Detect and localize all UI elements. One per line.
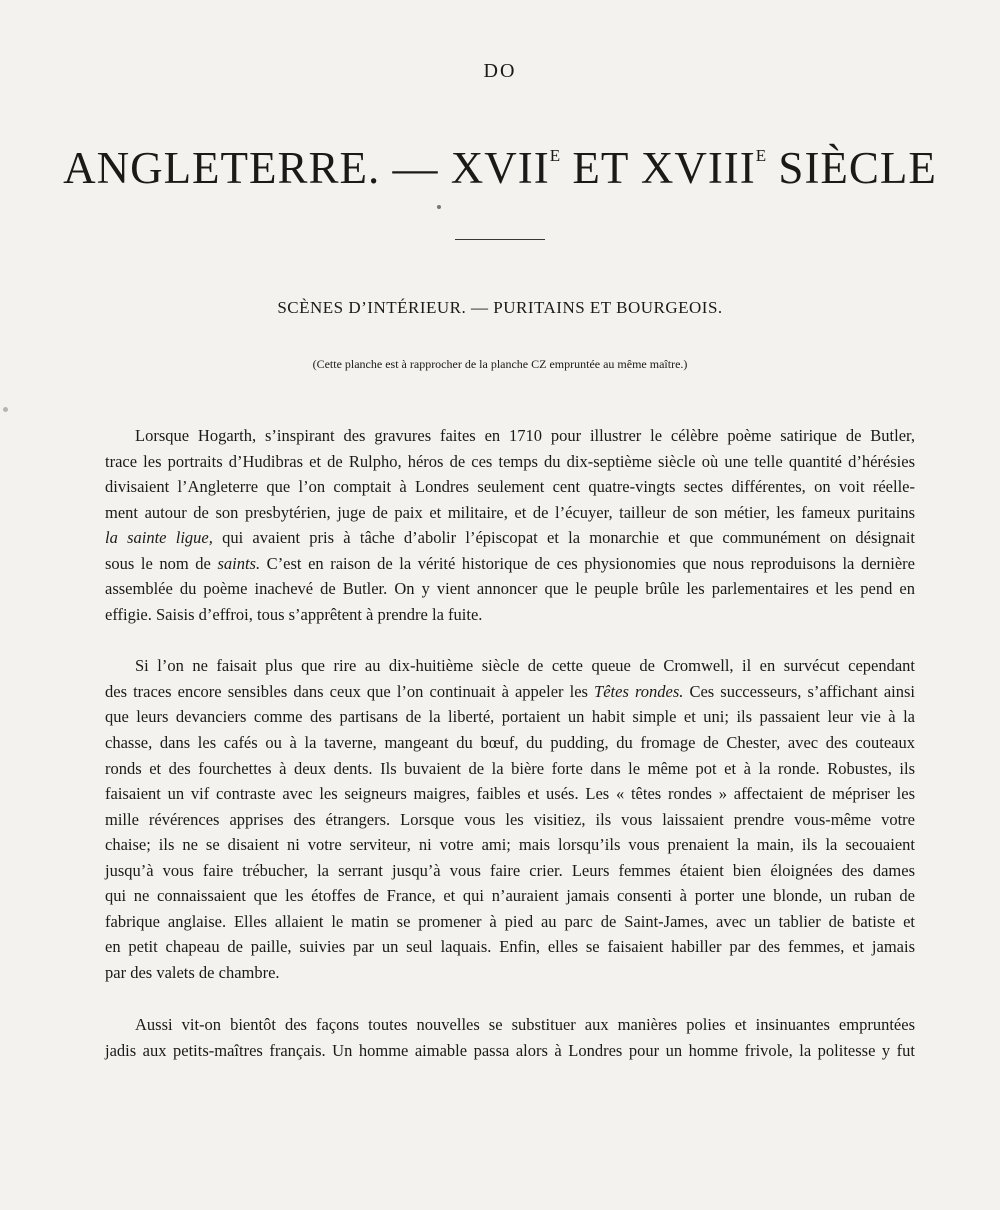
text-line: trace les portraits d’Hudibras et de Rulpho, héros de ces temps du dix-septième siècle où une telle quantité d’hérésies — [105, 451, 915, 471]
text-line: qui ne connaissaient que les étoffes de France, et qui n’auraient jamais consenti à porter une blonde, un ruban de — [105, 886, 915, 906]
italic-phrase: la sainte ligue, — [105, 528, 213, 548]
text-line — [105, 525, 915, 551]
text-line — [105, 551, 915, 577]
text-line: chaise; ils ne se disaient ni votre serviteur, ni votre ami; mais lorsqu’ils vous prenaient la main, ils la secouaient — [105, 835, 915, 855]
running-head: DO — [483, 60, 517, 82]
text-line: Si l’on ne faisait plus que rire au dix-huitième siècle de cette queue de Cromwell, il en survécut cependant — [135, 656, 915, 676]
text-line: jusqu’à vous faire trébucher, la serrant jusqu’à vous faire crier. Leurs femmes étaient bien éloignées des dames — [105, 860, 915, 880]
text-line — [105, 679, 915, 705]
text-line: chasse, dans les cafés ou à la taverne, mangeant du bœuf, du pudding, du fromage de Chester, avec des couteaux — [105, 733, 915, 753]
text-line: par des valets de chambre. — [105, 962, 280, 982]
text-line: effigie. Saisis d’effroi, tous s’apprêtent à prendre la fuite. — [105, 604, 483, 624]
paragraph-gap — [105, 985, 915, 1012]
text-run: C’est en raison de la vérité historique de ces physionomies que nous reproduisons la dernière — [260, 553, 915, 573]
title-superscript-1: E — [549, 146, 561, 165]
text-run: des traces encore sensibles dans ceux que l’on continuait à appeler les — [105, 681, 595, 701]
italic-phrase: saints. — [217, 553, 261, 573]
text-line: divisaient l’Angleterre que l’on comptait à Londres seulement cent quatre-vingts sectes différentes, on voit réelle- — [105, 477, 915, 497]
text-line: fabrique anglaise. Elles allaient le matin se promener à pied au parc de Saint-James, avec un tablier de batiste et — [105, 911, 915, 931]
section-subtitle: SCÈNES D’INTÉRIEUR. — PURITAINS ET BOURGEOIS. — [277, 298, 723, 317]
text-line: faisaient un vif contraste avec les seigneurs maigres, faibles et usés. Les « têtes rondes » affectaient de mépriser les — [105, 784, 915, 804]
text-line: mille révérences apprises des étrangers. Lorsque vous les visitiez, ils vous laissaient prendre vous-même votre — [105, 809, 915, 829]
margin-speck — [3, 407, 8, 412]
paragraph-gap — [105, 627, 915, 653]
title-divider — [455, 239, 545, 240]
text-line: que leurs devanciers comme des partisans de la liberté, portaient un habit simple et uni; ils passaient leur vie à la — [105, 707, 915, 727]
body-text — [105, 423, 915, 1063]
text-line: ronds et des fourchettes à deux dents. Ils buvaient de la bière forte dans le même pot et à la ronde. Robustes, ils — [105, 758, 915, 778]
text-line: Lorsque Hogarth, s’inspirant des gravures faites en 1710 pour illustrer le célèbre poème satirique de Butler, — [135, 426, 915, 445]
title-part-1: ANGLETERRE. — XVII — [63, 143, 550, 193]
title-part-3: SIÈCLE — [766, 143, 937, 193]
text-run: sous le nom de — [105, 553, 218, 573]
text-run: qui avaient pris à tâche d’abolir l’épiscopat et la monarchie et que communément on désignait — [212, 528, 916, 548]
text-line: ment autour de son presbytérien, juge de paix et militaire, et de l’écuyer, tailleur de son métier, les fameux puritains — [105, 502, 915, 522]
text-line: en petit chapeau de paille, suivies par un seul laquais. Enfin, elles se faisaient habiller par des femmes, et jamais — [105, 937, 915, 957]
text-line: Aussi vit-on bientôt des façons toutes nouvelles se substituer aux manières polies et insinuantes empruntées — [135, 1014, 915, 1034]
text-line: jadis aux petits-maîtres français. Un homme aimable passa alors à Londres pour un homme frivole, la politesse y fut — [105, 1040, 915, 1060]
text-line: assemblée du poème inachevé de Butler. On y vient annoncer que le peuple brûle les parlementaires et les pend en — [105, 579, 915, 599]
ink-speck — [437, 205, 441, 209]
page-title — [0, 142, 1000, 194]
italic-phrase: Têtes rondes. — [594, 681, 684, 701]
title-superscript-2: E — [755, 146, 767, 165]
title-part-2: ET XVIII — [560, 143, 756, 193]
plate-note: (Cette planche est à rapprocher de la planche CZ empruntée au même maître.) — [312, 357, 688, 371]
text-run: Ces successeurs, s’affichant ainsi — [683, 681, 915, 701]
